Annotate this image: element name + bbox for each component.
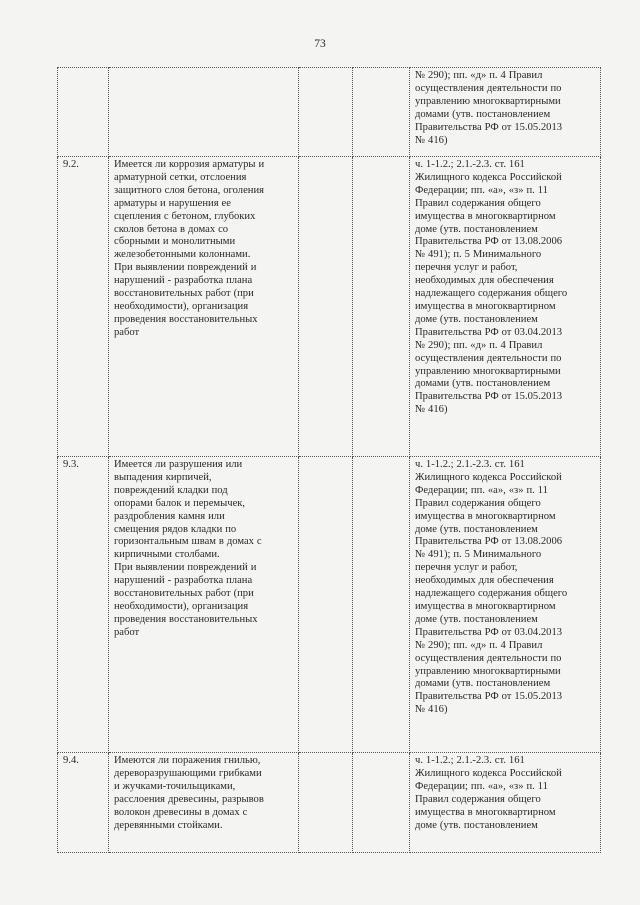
table-row	[58, 457, 601, 753]
answer-no-cell	[353, 457, 410, 753]
answer-no-cell	[353, 753, 410, 853]
answer-yes-cell	[299, 753, 353, 853]
page-number: 73	[314, 38, 326, 50]
legal-reference-cell: ч. 1-1.2.; 2.1.-2.3. ст. 161 Жилищного кодекса Российской Федерации; пп. «а», «з» п. 11 Правил содержания общего имущества в многоквартирном доме (утв. постановлением Правительства РФ от 13.08.2006 № 491); п. 5 Минимального перечня услуг и работ, необходимых для обеспечения надлежащего содержания общего имущества в многоквартирном доме (утв. постановлением Правительства РФ от 03.04.2013 № 290); пп. «д» п. 4 Правил осуществления деятельности по управлению многоквартирными домами (утв. постановлением Правительства РФ от 15.05.2013 № 416)	[410, 457, 601, 753]
item-number-cell	[58, 68, 109, 157]
legal-reference-cell: ч. 1-1.2.; 2.1.-2.3. ст. 161 Жилищного кодекса Российской Федерации; пп. «а», «з» п. 11 Правил содержания общего имущества в многоквартирном доме (утв. постановлением	[410, 753, 601, 853]
answer-no-cell	[353, 157, 410, 457]
question-cell: Имеются ли поражения гнилью, дереворазрушающими грибками и жучками-точильщиками, расслоения древесины, разрывов волокон древесины в домах с деревянными стойками.	[109, 753, 299, 853]
item-number-cell: 9.4.	[58, 753, 109, 853]
question-cell	[109, 68, 299, 157]
item-number-cell: 9.2.	[58, 157, 109, 457]
table-row	[58, 157, 601, 457]
item-number-cell: 9.3.	[58, 457, 109, 753]
answer-yes-cell	[299, 68, 353, 157]
answer-no-cell	[353, 68, 410, 157]
legal-reference-cell: № 290); пп. «д» п. 4 Правил осуществления деятельности по управлению многоквартирными домами (утв. постановлением Правительства РФ от 15.05.2013 № 416)	[410, 68, 601, 157]
legal-reference-cell: ч. 1-1.2.; 2.1.-2.3. ст. 161 Жилищного кодекса Российской Федерации; пп. «а», «з» п. 11 Правил содержания общего имущества в многоквартирном доме (утв. постановлением Правительства РФ от 13.08.2006 № 491); п. 5 Минимального перечня услуг и работ, необходимых для обеспечения надлежащего содержания общего имущества в многоквартирном доме (утв. постановлением Правительства РФ от 03.04.2013 № 290); пп. «д» п. 4 Правил осуществления деятельности по управлению многоквартирными домами (утв. постановлением Правительства РФ от 15.05.2013 № 416)	[410, 157, 601, 457]
table-row	[58, 753, 601, 853]
answer-yes-cell	[299, 457, 353, 753]
answer-yes-cell	[299, 157, 353, 457]
question-cell: Имеется ли коррозия арматуры и арматурной сетки, отслоения защитного слоя бетона, оголения арматуры и нарушения ее сцепления с бетоном, глубоких сколов бетона в домах со сборными и монолитными железобетонными колоннами. При выявлении повреждений и нарушений - разработка плана восстановительных работ (при необходимости), организация проведения восстановительных работ	[109, 157, 299, 457]
table-row	[58, 68, 601, 157]
requirements-table	[57, 67, 601, 853]
question-cell: Имеется ли разрушения или выпадения кирпичей, повреждений кладки под опорами балок и перемычек, раздробления камня или смещения рядов кладки по горизонтальным швам в домах с кирпичными столбами. При выявлении повреждений и нарушений - разработка плана восстановительных работ (при необходимости), организация проведения восстановительных работ	[109, 457, 299, 753]
